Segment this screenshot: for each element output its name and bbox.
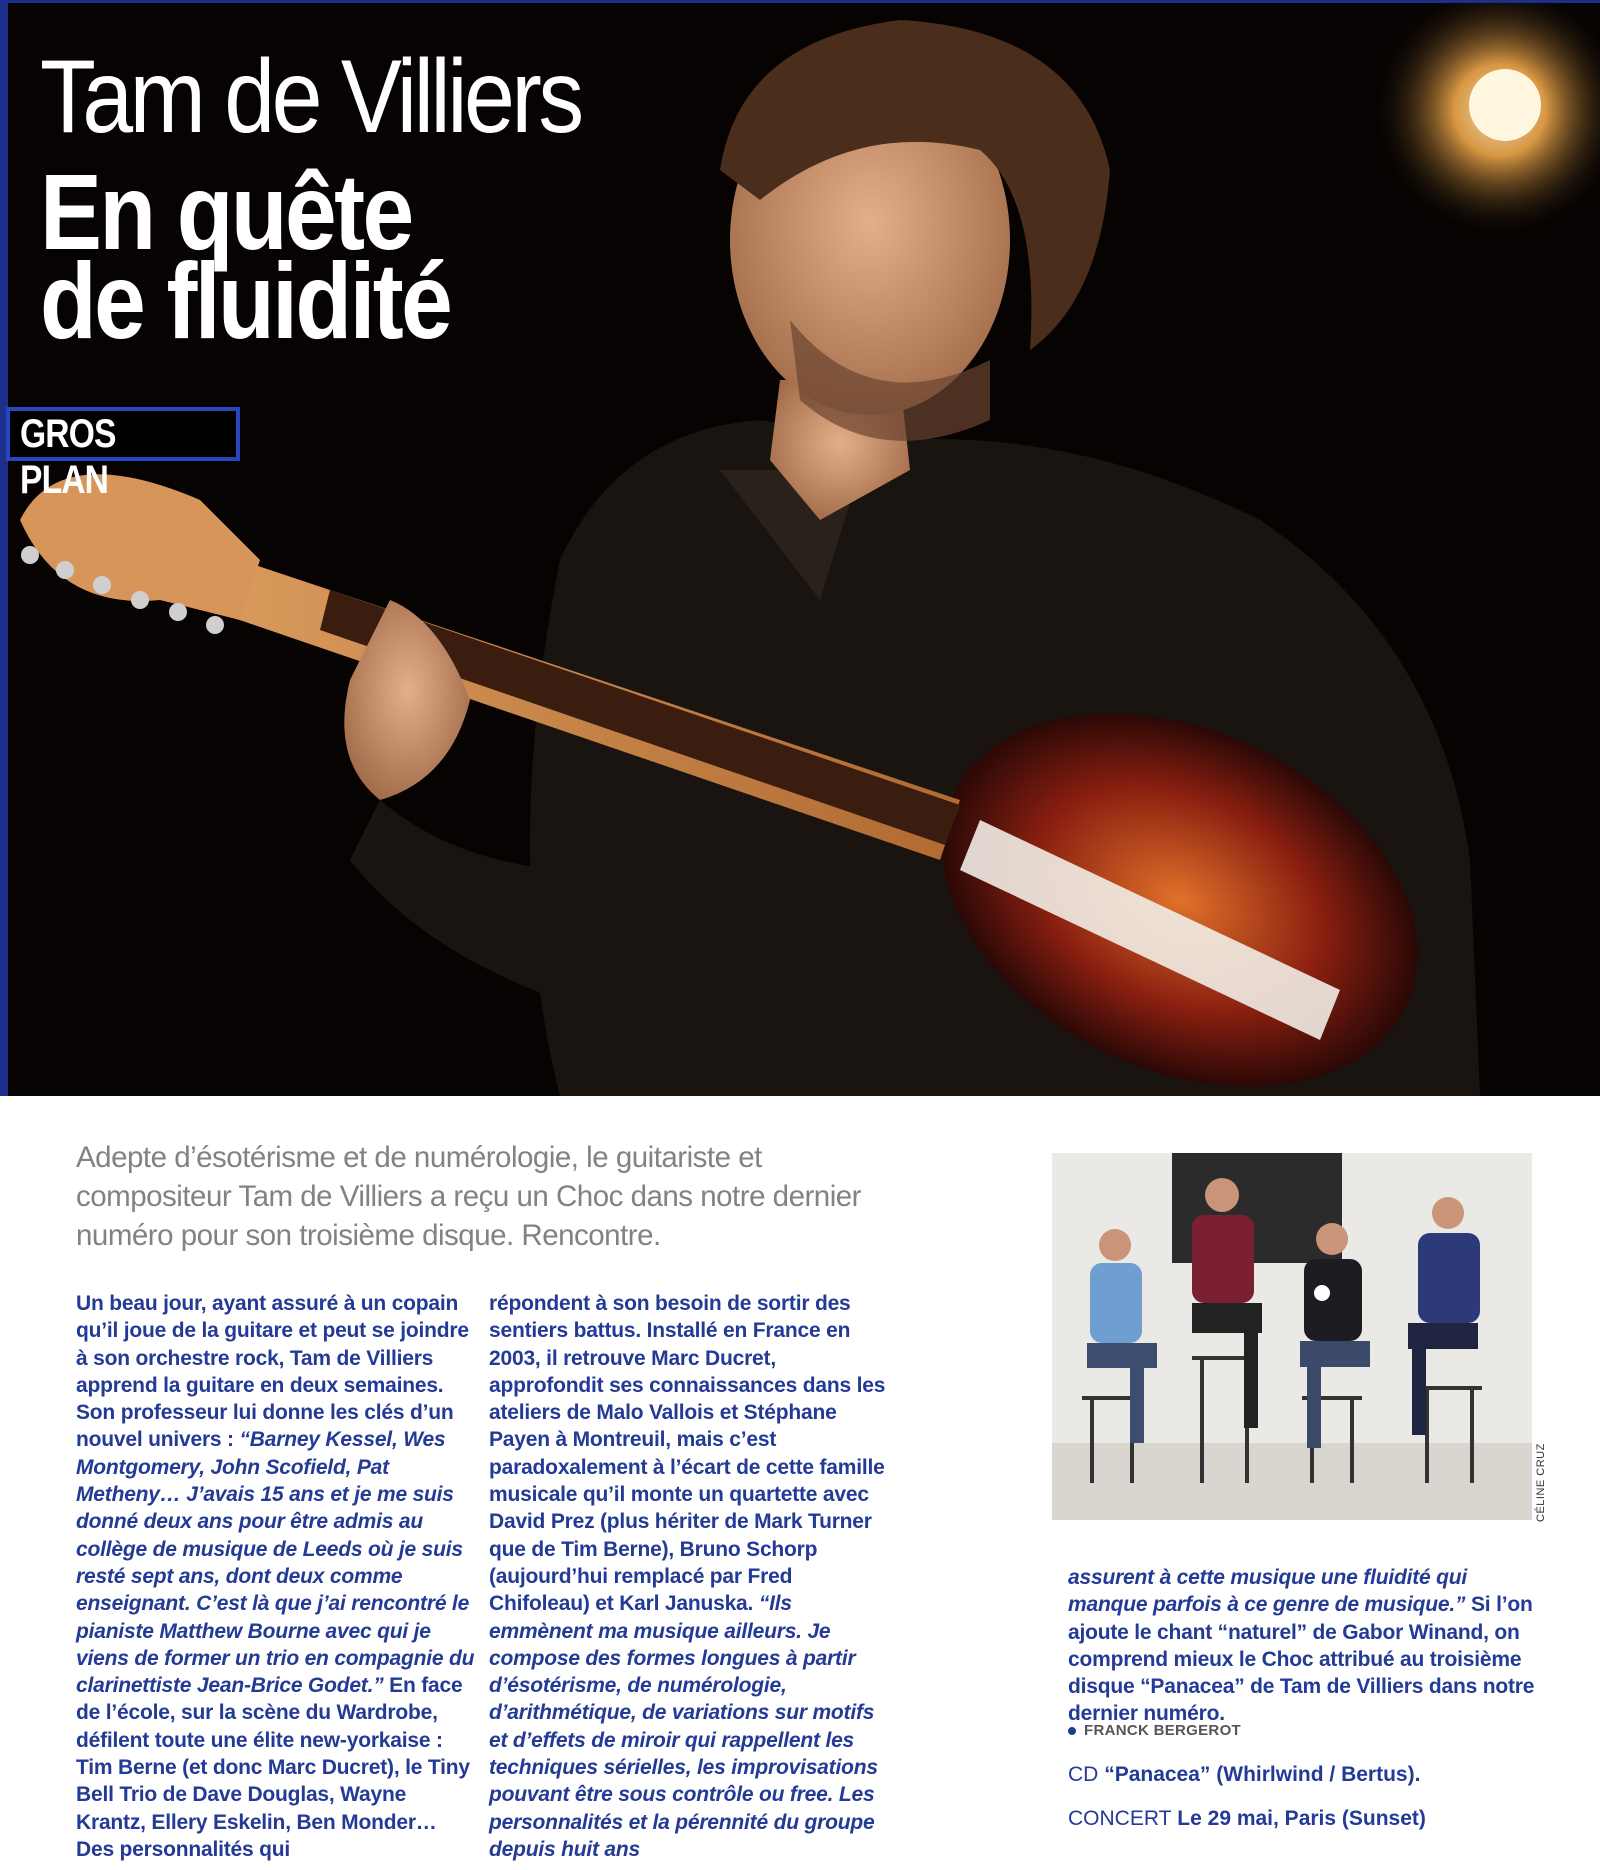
- frame-top: [0, 0, 1600, 3]
- byline-author: FRANCK BERGEROT: [1084, 1722, 1241, 1739]
- body-column-3: [1068, 1564, 1548, 1728]
- photo-credit: CÉLINE CRUZ: [1535, 1443, 1547, 1522]
- band-photo: [1052, 1153, 1532, 1520]
- column-1-text: [76, 1290, 476, 1863]
- section-tag-label: GROS PLAN: [20, 412, 116, 502]
- byline: [1068, 1722, 1241, 1739]
- body-column-1: [76, 1290, 476, 1863]
- subtitle-line-2: de fluidité: [40, 239, 451, 361]
- column-2-paragraph-1: répondent à son besoin de sortir des sentiers battus. Installé en France en 2003, il retrouve Marc Ducret, approfondit ses connaissances dans les ateliers de Malo Vallois et Stéphane Payen à Montreuil, mais c’est paradoxalement à l’écart de cette famille musicale qu’il monte un quartette avec David Prez (plus hériter de Mark Turner que de Tim Berne), Bruno Schorp (aujourd’hui remplacé par Fred Chifoleau) et Karl Januska.: [489, 1292, 886, 1616]
- bullet-icon: [1068, 1727, 1076, 1735]
- column-1-quote: “Barney Kessel, Wes Montgomery, John Scofield, Pat Metheny… J’avais 15 ans et je me suis donné deux ans pour être admis au collège de musique de Leeds où je suis resté sept ans, dont deux comme enseignant. C’est là que j’ai rencontré le pianiste Matthew Bourne avec qui je viens de former un trio en compagnie du clarinettiste Jean-Brice Godet.”: [76, 1428, 475, 1698]
- body-column-2: [489, 1290, 889, 1863]
- column-2-quote: “Ils emmènent ma musique ailleurs. Je compose des formes longues à partir d’ésotérisme, de numérologie, d’arithmétique, de variations sur motifs et d’effets de miroir qui rappellent les techniques sérielles, les improvisations pouvant être sous contrôle ou free. Les personnalités et la pérennité du groupe depuis huit ans: [489, 1592, 878, 1861]
- column-2-text: [489, 1290, 889, 1863]
- cd-info: [1068, 1763, 1420, 1787]
- frame-left: [0, 0, 8, 1096]
- section-tag: [6, 407, 240, 502]
- concert-info: [1068, 1807, 1426, 1831]
- column-3-text: [1068, 1564, 1548, 1728]
- subtitle-line-1: En quête: [40, 151, 412, 272]
- column-1-paragraph-1: Un beau jour, ayant assuré à un copain qu’il joue de la guitare et peut se joindre à son orchestre rock, Tam de Villiers apprend la guitare en deux semaines. Son professeur lui donne les clés d’un nouvel univers :: [76, 1292, 469, 1452]
- band-photo-image: [1052, 1153, 1532, 1520]
- cd-text: “Panacea” (Whirlwind / Bertus).: [1104, 1763, 1421, 1786]
- concert-label: CONCERT: [1068, 1807, 1172, 1830]
- column-1-paragraph-2: En face de l’école, sur la scène du Wardrobe, défilent toute une élite new-yorkaise : Tim Berne (et donc Marc Ducret), le Tiny Bell Trio de Dave Douglas, Wayne Krantz, Ellery Eskelin, Ben Monder… Des personnalités qui: [76, 1674, 470, 1861]
- column-3-paragraph: Si l’on ajoute le chant “naturel” de Gabor Winand, on comprend mieux le Choc attribué au troisième disque “Panacea” de Tam de Villiers dans notre dernier numéro.: [1068, 1593, 1535, 1726]
- article-title-subtitle: [40, 151, 451, 361]
- concert-text: Le 29 mai, Paris (Sunset): [1177, 1807, 1426, 1830]
- article-title-name: Tam de Villiers: [40, 39, 581, 155]
- column-3-quote: assurent à cette musique une fluidité qui manque parfois à ce genre de musique.”: [1068, 1566, 1468, 1617]
- cd-label: CD: [1068, 1763, 1099, 1786]
- lede: Adepte d’ésotérisme et de numérologie, le guitariste et compositeur Tam de Villiers a reçu un Choc dans notre dernier numéro pour son troisième disque. Rencontre.: [76, 1141, 861, 1252]
